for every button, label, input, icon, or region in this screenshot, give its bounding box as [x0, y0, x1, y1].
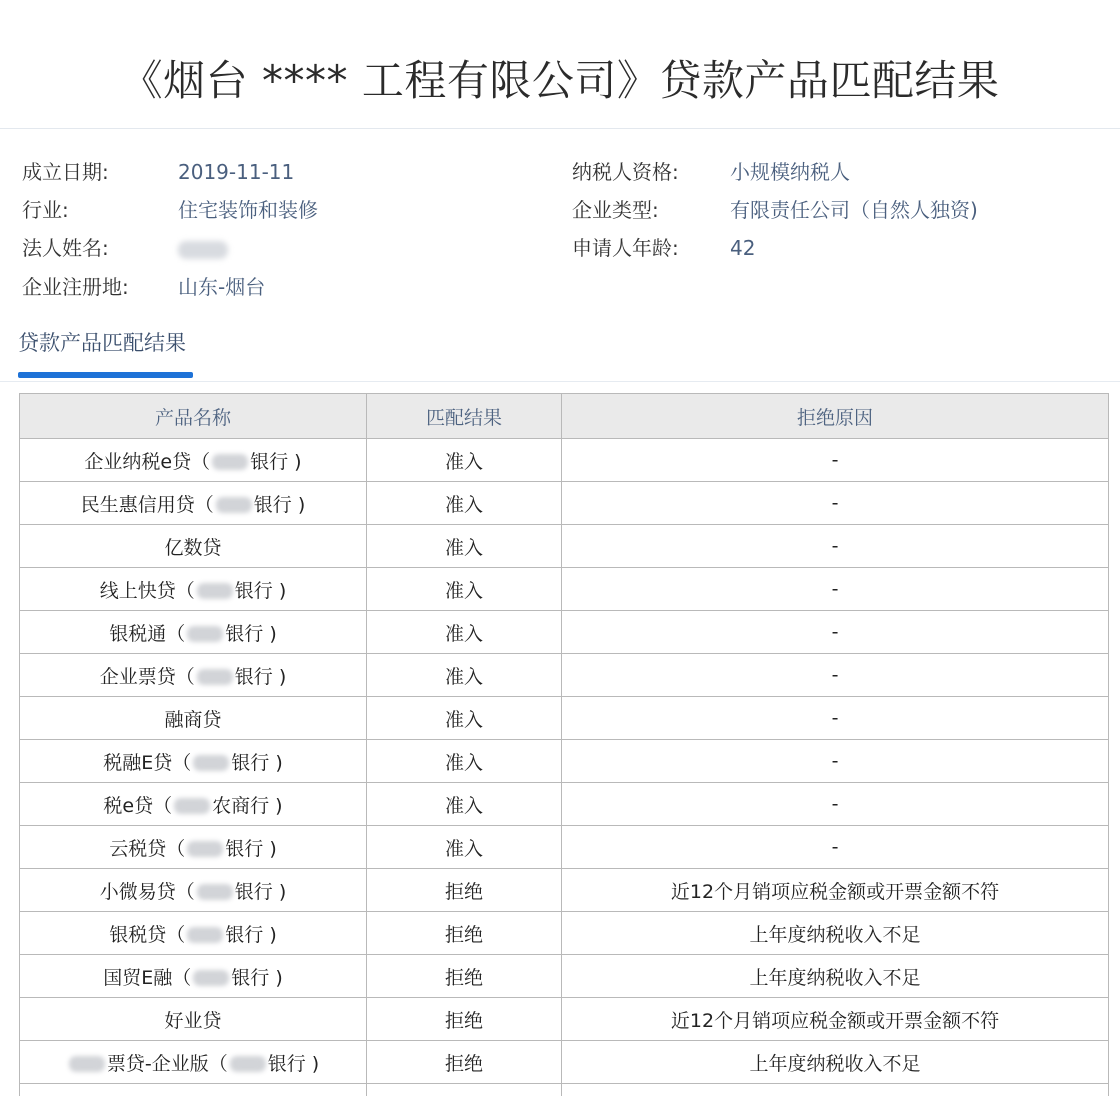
- product-name-prefix: 银税通（: [109, 622, 186, 645]
- match-result-cell: 准入: [367, 697, 562, 740]
- reject-reason-cell: -: [562, 654, 1109, 697]
- company-info: [0, 129, 1120, 319]
- table-row: [20, 826, 1109, 869]
- table-body: [20, 439, 1109, 1096]
- reject-reason-cell: -: [562, 482, 1109, 525]
- table-row: [20, 611, 1109, 654]
- product-name-prefix: 企业票贷（: [99, 665, 195, 688]
- redacted-mask: [178, 241, 228, 259]
- product-name-suffix: 农商行 ): [212, 794, 283, 817]
- legal-person-value: [178, 231, 228, 265]
- industry-value: 住宅装饰和装修: [178, 198, 318, 222]
- redacted-mask: [193, 970, 229, 986]
- title-bar: [0, 0, 1120, 129]
- product-name-prefix: 小微易贷（: [99, 880, 195, 903]
- company-type-value: 有限责任公司（自然人独资): [730, 198, 978, 222]
- reject-reason-cell: 上年度纳税收入不足: [562, 912, 1109, 955]
- product-name-prefix: 亿数贷: [164, 536, 222, 559]
- table-row: [20, 740, 1109, 783]
- redacted-mask: [187, 841, 223, 857]
- founded-date-label: 成立日期:: [22, 160, 109, 184]
- product-name-suffix: 银行 ): [250, 450, 302, 473]
- product-name-cell: [20, 1084, 367, 1096]
- product-name-cell: [20, 869, 367, 912]
- product-name-suffix: 银行 ): [231, 751, 283, 774]
- header-product-name: 产品名称: [20, 394, 367, 439]
- results-table-container: [19, 393, 1099, 1096]
- header-reject-reason: 拒绝原因: [562, 394, 1109, 439]
- table-row: [20, 482, 1109, 525]
- reject-reason-cell: -: [562, 568, 1109, 611]
- match-result-cell: 准入: [367, 611, 562, 654]
- table-row: [20, 869, 1109, 912]
- match-result-cell: 拒绝: [367, 912, 562, 955]
- match-result-cell: [367, 1084, 562, 1096]
- product-name-prefix: 银税贷（: [109, 923, 186, 946]
- table-row: [20, 525, 1109, 568]
- match-result-cell: 准入: [367, 482, 562, 525]
- product-name-cell: [20, 525, 367, 568]
- table-row: [20, 998, 1109, 1041]
- product-name-cell: [20, 783, 367, 826]
- redacted-mask: [187, 927, 223, 943]
- reject-reason-cell: -: [562, 439, 1109, 482]
- table-header-row: [20, 394, 1109, 439]
- product-name-prefix: 税融E贷（: [103, 751, 192, 774]
- redacted-mask: [230, 1056, 266, 1072]
- match-result-cell: 拒绝: [367, 1041, 562, 1084]
- product-name-cell: [20, 955, 367, 998]
- match-result-cell: 准入: [367, 654, 562, 697]
- reject-reason-cell: -: [562, 697, 1109, 740]
- table-row: [20, 439, 1109, 482]
- tab-match-results[interactable]: 贷款产品匹配结果: [18, 331, 186, 355]
- reject-reason-cell: 近12个月销项应税金额或开票金额不符: [562, 998, 1109, 1041]
- info-row: [0, 193, 1120, 227]
- product-name-suffix: 银行 ): [234, 880, 287, 903]
- table-row: [20, 783, 1109, 826]
- reject-reason-cell: -: [562, 525, 1109, 568]
- match-result-cell: 拒绝: [367, 955, 562, 998]
- table-row: [20, 654, 1109, 697]
- reject-reason-cell: [562, 1084, 1109, 1096]
- product-name-cell: [20, 611, 367, 654]
- table-row: [20, 1084, 1109, 1096]
- product-name-cell: [20, 482, 367, 525]
- info-row: [0, 155, 1120, 189]
- match-result-cell: 拒绝: [367, 998, 562, 1041]
- product-name-suffix: 银行 ): [253, 493, 306, 516]
- product-name-suffix: 银行 ): [234, 665, 287, 688]
- redacted-mask: [193, 755, 229, 771]
- taxpayer-qualification-label: 纳税人资格:: [572, 160, 679, 184]
- product-name-suffix: 银行 ): [231, 966, 283, 989]
- product-name-prefix: 融商贷: [164, 708, 222, 731]
- redacted-mask: [197, 669, 233, 685]
- reject-reason-cell: 上年度纳税收入不足: [562, 955, 1109, 998]
- reject-reason-cell: -: [562, 740, 1109, 783]
- product-name-prefix: 民生惠信用贷（: [80, 493, 214, 516]
- registered-location-label: 企业注册地:: [22, 275, 129, 299]
- match-result-cell: 准入: [367, 568, 562, 611]
- product-name-cell: [20, 439, 367, 482]
- product-name-suffix: 银行 ): [225, 837, 277, 860]
- table-row: [20, 568, 1109, 611]
- product-name-suffix: 银行 ): [234, 579, 287, 602]
- product-name-cell: [20, 826, 367, 869]
- product-name-cell: [20, 912, 367, 955]
- product-name-prefix: 税e贷（: [103, 794, 173, 817]
- product-name-cell: [20, 654, 367, 697]
- redacted-mask: [216, 497, 252, 513]
- match-result-cell: 准入: [367, 740, 562, 783]
- founded-date-value: 2019-11-11: [178, 160, 295, 184]
- reject-reason-cell: -: [562, 783, 1109, 826]
- table-row: [20, 697, 1109, 740]
- match-result-cell: 准入: [367, 439, 562, 482]
- registered-location-value: 山东-烟台: [178, 275, 266, 299]
- company-type-label: 企业类型:: [572, 198, 659, 222]
- product-name-suffix: 银行 ): [267, 1052, 320, 1075]
- redacted-mask: [187, 626, 223, 642]
- product-name-prefix: 票贷-企业版（: [106, 1052, 228, 1075]
- product-name-suffix: 银行 ): [225, 622, 277, 645]
- tab-bar: [0, 319, 1120, 382]
- reject-reason-cell: 上年度纳税收入不足: [562, 1041, 1109, 1084]
- redacted-mask: [197, 884, 233, 900]
- table-row: [20, 912, 1109, 955]
- product-name-prefix: 企业纳税e贷（: [84, 450, 211, 473]
- reject-reason-cell: 近12个月销项应税金额或开票金额不符: [562, 869, 1109, 912]
- product-name-prefix: 好业贷: [164, 1009, 222, 1032]
- applicant-age-value: 42: [730, 236, 756, 260]
- info-row: [0, 231, 1120, 265]
- header-match-result: 匹配结果: [367, 394, 562, 439]
- table-row: [20, 955, 1109, 998]
- results-table: [19, 393, 1109, 1096]
- product-name-cell: [20, 998, 367, 1041]
- redacted-mask: [69, 1056, 105, 1072]
- match-result-cell: 拒绝: [367, 869, 562, 912]
- match-result-cell: 准入: [367, 525, 562, 568]
- taxpayer-qualification-value: 小规模纳税人: [730, 160, 850, 184]
- legal-person-label: 法人姓名:: [22, 236, 109, 260]
- product-name-cell: [20, 740, 367, 783]
- info-row: [0, 270, 1120, 304]
- match-result-cell: 准入: [367, 783, 562, 826]
- applicant-age-label: 申请人年龄:: [572, 236, 679, 260]
- page-title: 《烟台 **** 工程有限公司》贷款产品匹配结果: [120, 56, 1000, 105]
- product-name-prefix: 线上快贷（: [99, 579, 195, 602]
- product-name-cell: [20, 1041, 367, 1084]
- industry-label: 行业:: [22, 198, 69, 222]
- product-name-cell: [20, 697, 367, 740]
- table-row: [20, 1041, 1109, 1084]
- product-name-prefix: 云税贷（: [109, 837, 186, 860]
- product-name-prefix: 国贸E融（: [103, 966, 192, 989]
- product-name-suffix: 银行 ): [225, 923, 277, 946]
- redacted-mask: [212, 454, 248, 470]
- active-tab-indicator: [18, 372, 193, 378]
- reject-reason-cell: -: [562, 826, 1109, 869]
- redacted-mask: [174, 798, 210, 814]
- match-result-cell: 准入: [367, 826, 562, 869]
- redacted-mask: [197, 583, 233, 599]
- reject-reason-cell: -: [562, 611, 1109, 654]
- product-name-cell: [20, 568, 367, 611]
